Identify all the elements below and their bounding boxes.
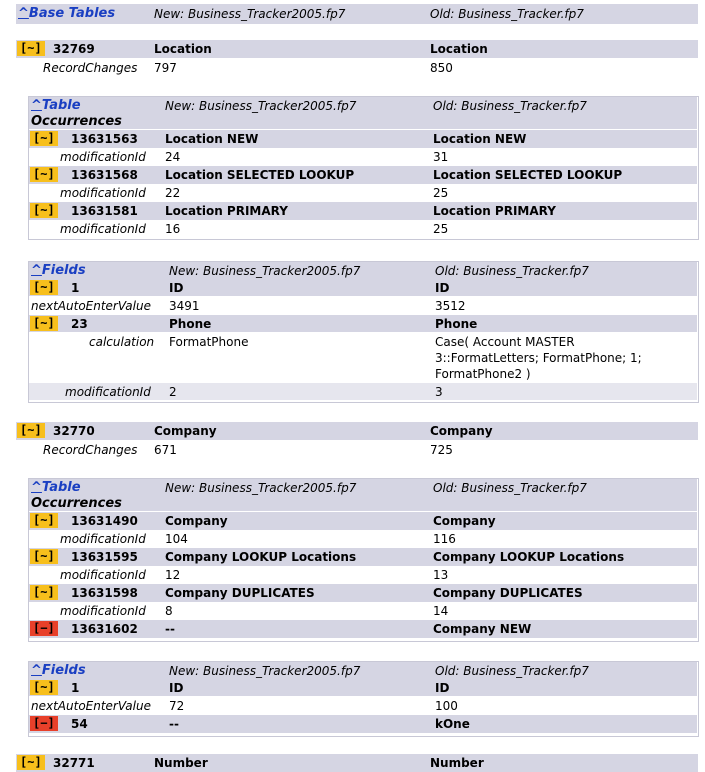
- property-old-value: 31: [433, 150, 449, 164]
- field-old-name: ID: [435, 281, 450, 295]
- table-row: [16, 422, 698, 440]
- property-old-value-line: FormatPhone2 ): [435, 367, 531, 381]
- property-old-value: 25: [433, 186, 449, 200]
- occurrence-id: 13631602: [71, 622, 138, 636]
- fields-header: [29, 262, 697, 279]
- property-old-value: 13: [433, 568, 449, 582]
- property-name: modificationId: [60, 150, 146, 164]
- table-occurrences-link[interactable]: [31, 98, 81, 113]
- occurrence-id: 13631581: [71, 204, 138, 218]
- property-old-value-line: Case( Account MASTER: [435, 335, 575, 349]
- property-new-value: 104: [165, 532, 188, 546]
- field-old-name: kOne: [435, 717, 470, 731]
- property-old-value: 100: [435, 699, 458, 713]
- property-old-value-line: 3::FormatLetters; FormatPhone; 1;: [435, 351, 642, 365]
- record-changes-label: RecordChanges: [43, 443, 138, 457]
- property-old-value: 25: [433, 222, 449, 236]
- table-occurrences-title[interactable]: Table: [41, 98, 81, 113]
- table-old-name: Number: [430, 756, 484, 770]
- occurrence-old-name: Company: [433, 514, 496, 528]
- occurrence-new-name: Location PRIMARY: [165, 204, 288, 218]
- occurrence-new-name: Company LOOKUP Locations: [165, 550, 357, 564]
- record-changes-new: 671: [154, 443, 177, 457]
- base-tables-title[interactable]: Base Tables: [28, 6, 116, 21]
- occurrence-old-name: Location SELECTED LOOKUP: [433, 168, 623, 182]
- modified-badge: [~]: [30, 280, 58, 295]
- table-occurrences-header: [29, 97, 697, 129]
- property-new-value: 2: [169, 385, 177, 399]
- modified-badge: [~]: [17, 41, 45, 56]
- modified-badge: [~]: [30, 203, 58, 218]
- property-name: modificationId: [60, 222, 146, 236]
- property-new-value: 8: [165, 604, 173, 618]
- field-id: 1: [71, 281, 80, 295]
- occurrence-old-name: Company NEW: [433, 622, 532, 636]
- fields-title[interactable]: Fields: [41, 263, 86, 278]
- occurrence-old-name: Location NEW: [433, 132, 527, 146]
- record-changes-label: RecordChanges: [43, 61, 138, 75]
- modified-badge: [~]: [17, 755, 45, 770]
- new-file-label: New: Business_Tracker2005.fp7: [165, 99, 357, 113]
- field-id: 54: [71, 717, 88, 731]
- modified-badge: [~]: [17, 423, 45, 438]
- property-new-value: FormatPhone: [169, 335, 249, 349]
- fields-header: [29, 662, 697, 679]
- table-row: [29, 315, 697, 332]
- table-id: 32770: [53, 424, 95, 438]
- property-name: nextAutoEnterValue: [31, 699, 151, 713]
- table-occurrences-link[interactable]: [31, 480, 81, 495]
- record-changes-old: 850: [430, 61, 453, 75]
- table-id: 32771: [53, 756, 95, 770]
- table-row: [29, 715, 697, 733]
- collapse-caret-icon[interactable]: ^: [31, 263, 42, 278]
- modified-badge: [~]: [30, 585, 58, 600]
- collapse-caret-icon[interactable]: ^: [31, 663, 42, 678]
- field-id: 23: [71, 317, 88, 331]
- field-new-name: ID: [169, 681, 184, 695]
- property-new-value: 12: [165, 568, 181, 582]
- occurrence-old-name: Company LOOKUP Locations: [433, 550, 625, 564]
- collapse-caret-icon[interactable]: ^: [31, 98, 42, 113]
- property-name: calculation: [89, 335, 155, 349]
- occurrence-id: 13631568: [71, 168, 138, 182]
- field-id: 1: [71, 681, 80, 695]
- table-occurrences-title-line2: Occurrences: [31, 114, 122, 129]
- property-name: modificationId: [65, 385, 151, 399]
- property-name: nextAutoEnterValue: [31, 299, 151, 313]
- old-file-label: Old: Business_Tracker.fp7: [430, 7, 584, 21]
- table-occurrences-header: [29, 479, 697, 511]
- property-old-value: 3: [435, 385, 443, 399]
- field-new-name: Phone: [169, 317, 212, 331]
- property-new-value: 16: [165, 222, 181, 236]
- property-new-value: 3491: [169, 299, 200, 313]
- occurrence-id: 13631490: [71, 514, 138, 528]
- modified-badge: [~]: [30, 549, 58, 564]
- old-file-label: Old: Business_Tracker.fp7: [435, 664, 589, 678]
- modified-badge: [~]: [30, 680, 58, 695]
- table-occurrences-title-line2: Occurrences: [31, 496, 122, 511]
- new-file-label: New: Business_Tracker2005.fp7: [169, 264, 361, 278]
- occurrence-id: 13631595: [71, 550, 138, 564]
- modified-badge: [~]: [30, 131, 58, 146]
- property-new-value: 24: [165, 150, 181, 164]
- deleted-badge: [−]: [30, 716, 58, 731]
- property-new-value: 72: [169, 699, 185, 713]
- modified-badge: [~]: [30, 316, 58, 331]
- property-old-value: 3512: [435, 299, 466, 313]
- old-file-label: Old: Business_Tracker.fp7: [433, 481, 587, 495]
- occurrence-old-name: Location PRIMARY: [433, 204, 556, 218]
- property-old-value: 14: [433, 604, 449, 618]
- collapse-caret-icon[interactable]: ^: [18, 6, 29, 21]
- property-name: modificationId: [60, 604, 146, 618]
- base-tables-header: [16, 4, 698, 24]
- property-name: modificationId: [60, 186, 146, 200]
- table-row: [16, 40, 698, 58]
- modified-badge: [~]: [30, 167, 58, 182]
- fields-link[interactable]: [31, 663, 86, 678]
- table-id: 32769: [53, 42, 95, 56]
- occurrence-id: 13631563: [71, 132, 138, 146]
- table-row: [29, 279, 697, 296]
- occurrence-new-name: --: [165, 622, 175, 636]
- property-new-value: 22: [165, 186, 181, 200]
- occurrence-new-name: Location NEW: [165, 132, 259, 146]
- occurrence-old-name: Company DUPLICATES: [433, 586, 583, 600]
- new-file-label: New: Business_Tracker2005.fp7: [154, 7, 346, 21]
- fields-title[interactable]: Fields: [41, 663, 86, 678]
- table-row: [16, 754, 698, 772]
- occurrence-id: 13631598: [71, 586, 138, 600]
- field-old-name: ID: [435, 681, 450, 695]
- new-file-label: New: Business_Tracker2005.fp7: [165, 481, 357, 495]
- record-changes-new: 797: [154, 61, 177, 75]
- property-name: modificationId: [60, 532, 146, 546]
- field-new-name: --: [169, 717, 179, 731]
- table-row: [29, 679, 697, 696]
- occurrence-new-name: Company DUPLICATES: [165, 586, 315, 600]
- occurrence-new-name: Location SELECTED LOOKUP: [165, 168, 355, 182]
- table-new-name: Location: [154, 42, 212, 56]
- modified-badge: [~]: [30, 513, 58, 528]
- old-file-label: Old: Business_Tracker.fp7: [433, 99, 587, 113]
- table-new-name: Number: [154, 756, 208, 770]
- base-tables-link[interactable]: [18, 6, 115, 21]
- new-file-label: New: Business_Tracker2005.fp7: [169, 664, 361, 678]
- table-new-name: Company: [154, 424, 217, 438]
- record-changes-old: 725: [430, 443, 453, 457]
- property-name: modificationId: [60, 568, 146, 582]
- old-file-label: Old: Business_Tracker.fp7: [435, 264, 589, 278]
- table-old-name: Company: [430, 424, 493, 438]
- property-old-value: 116: [433, 532, 456, 546]
- occurrence-new-name: Company: [165, 514, 228, 528]
- deleted-badge: [−]: [30, 621, 58, 636]
- fields-link[interactable]: [31, 263, 86, 278]
- table-old-name: Location: [430, 42, 488, 56]
- collapse-caret-icon[interactable]: ^: [31, 480, 42, 495]
- table-occurrences-title[interactable]: Table: [41, 480, 81, 495]
- field-new-name: ID: [169, 281, 184, 295]
- field-old-name: Phone: [435, 317, 478, 331]
